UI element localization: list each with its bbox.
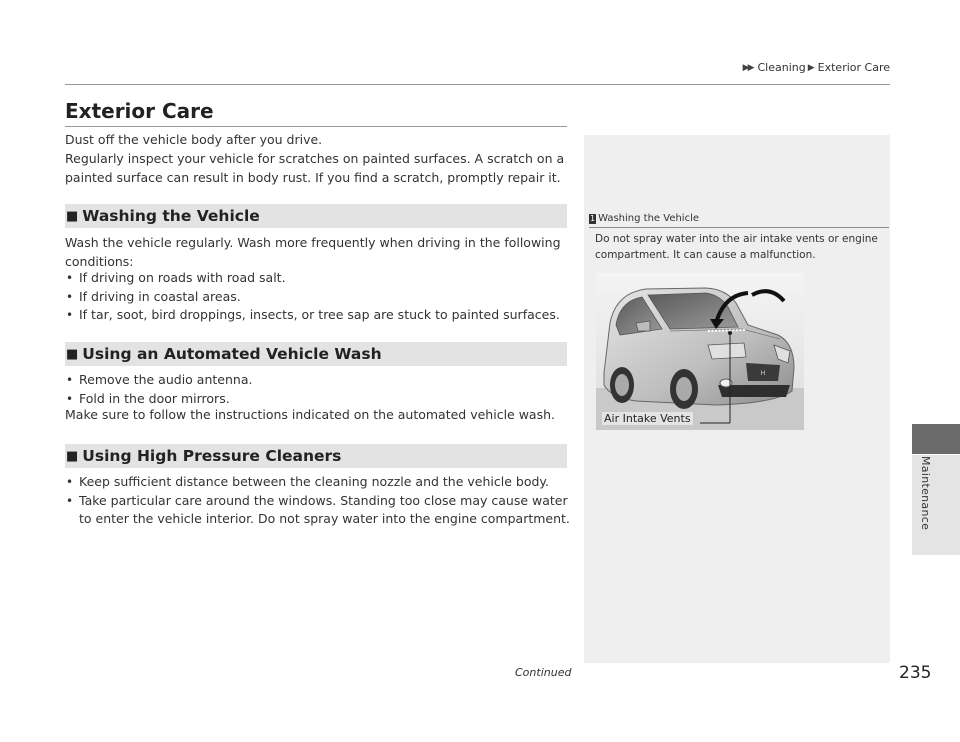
section-washing-title: Washing the Vehicle	[82, 207, 260, 225]
list-item: • Keep sufficient distance between the cleaning nozzle and the vehicle body.	[65, 473, 570, 492]
washing-conditions-list	[65, 269, 570, 325]
title-divider	[65, 126, 567, 127]
section-automated-header	[65, 342, 567, 366]
intro-line-1: Dust off the vehicle body after you drive.	[65, 132, 323, 147]
page-title: Exterior Care	[65, 99, 214, 123]
list-item: • If tar, soot, bird droppings, insects, or tree sap are stuck to painted surfaces.	[65, 306, 570, 325]
chapter-tab-label: Maintenance	[919, 456, 932, 531]
list-item: • Remove the audio antenna.	[65, 371, 570, 390]
section-washing-header	[65, 204, 567, 228]
washing-intro: Wash the vehicle regularly. Wash more frequently when driving in the following conditions:	[65, 235, 561, 269]
section-square-icon: ■	[66, 208, 79, 224]
continued-label[interactable]: Continued	[515, 666, 572, 679]
automated-note: Make sure to follow the instructions indicated on the automated vehicle wash.	[65, 407, 556, 422]
car-image	[596, 273, 804, 430]
note-number-icon: 1	[590, 213, 596, 223]
note-title: Washing the Vehicle	[598, 213, 700, 224]
car-illustration	[596, 273, 804, 430]
chapter-tab[interactable]	[912, 424, 960, 454]
breadcrumb-item-cleaning[interactable]: Cleaning	[757, 61, 806, 74]
pressure-list	[65, 473, 570, 529]
note-heading	[589, 213, 699, 224]
section-square-icon: ■	[66, 448, 79, 464]
section-pressure-header	[65, 444, 567, 468]
intro-line-2: Regularly inspect your vehicle for scratches on painted surfaces. A scratch on a painted surface can result in body rust. If you find a scratch, promptly repair it.	[65, 151, 565, 185]
header-divider	[65, 84, 890, 85]
page-number: 235	[899, 663, 932, 683]
section-pressure-title: Using High Pressure Cleaners	[82, 447, 342, 465]
list-item: • Take particular care around the windows. Standing too close may cause water to enter the vehicle interior. Do not spray water into the engine compartment.	[65, 492, 570, 529]
section-square-icon: ■	[66, 346, 79, 362]
section-automated-title: Using an Automated Vehicle Wash	[82, 345, 382, 363]
list-item: • If driving on roads with road salt.	[65, 269, 570, 288]
breadcrumb	[743, 61, 890, 74]
list-item: • Fold in the door mirrors.	[65, 390, 570, 409]
note-text: Do not spray water into the air intake vents or engine compartment. It can cause a malfunction.	[595, 233, 878, 261]
figure-label-air-intake-vents: Air Intake Vents	[604, 412, 691, 425]
svg-text:H: H	[760, 370, 766, 377]
automated-list	[65, 371, 570, 408]
list-item: • If driving in coastal areas.	[65, 288, 570, 307]
note-divider	[589, 227, 889, 228]
arrow-icon: ▶	[807, 62, 813, 73]
double-arrow-icon: ▶▶	[742, 62, 753, 73]
breadcrumb-item-exterior-care[interactable]: Exterior Care	[817, 61, 890, 74]
